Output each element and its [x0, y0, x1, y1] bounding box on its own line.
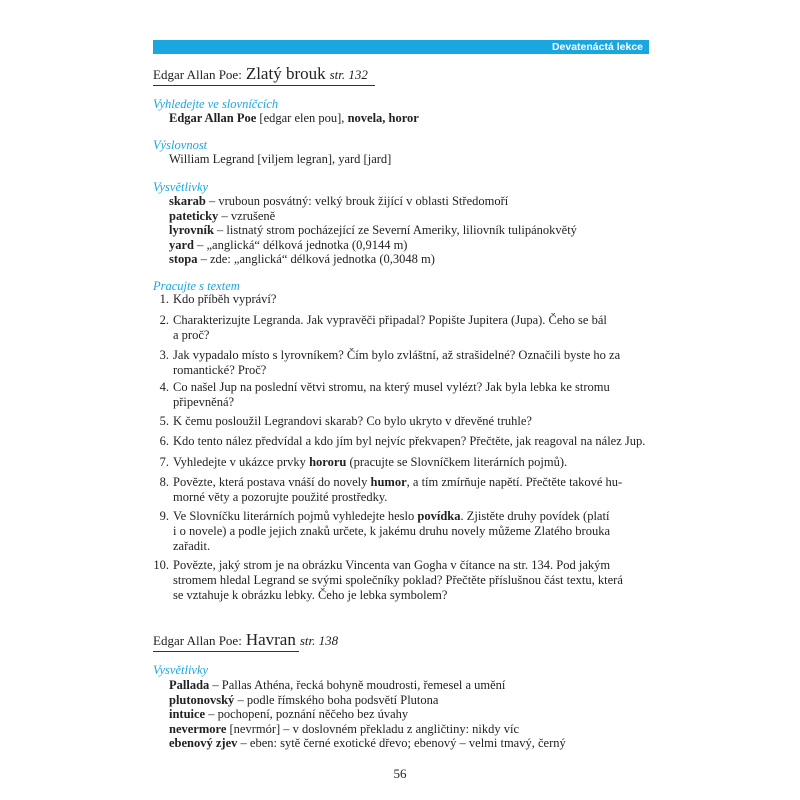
gloss-term: plutonovský — [169, 693, 235, 707]
gloss-item — [169, 736, 566, 751]
question-text: Co našel Jup na poslední větvi stromu, na který musel vylézt? Jak byla lebka ke stromu — [173, 380, 610, 394]
question-number: 7. — [159, 455, 169, 469]
question-text: Jak vypadalo místo s lyrovníkem? Čím bylo zvláštní, až strašidelné? Označili byste ho za — [173, 348, 621, 362]
heading-pronunciation: Výslovnost — [153, 138, 208, 152]
heading-explanations: Vysvětlivky — [153, 180, 209, 194]
gloss-term: ebenový zjev — [169, 736, 238, 750]
question-text-part: (pracujte se Slovníčkem literárních pojmů). — [346, 455, 568, 469]
question-number: 6. — [159, 434, 169, 448]
gloss-term: skarab — [169, 194, 206, 208]
question-number: 3. — [159, 348, 169, 362]
question-text: Ve Slovníčku literárních pojmů vyhledejte heslo povídka. Zjistěte druhy povídek (platí — [173, 509, 610, 523]
question-text: se vztahuje k obrázku lebky. Čeho je lebka symbolem? — [173, 588, 448, 602]
question-keyword: humor — [370, 475, 407, 489]
gloss-term: intuice — [169, 707, 206, 721]
question-number: 4. — [159, 380, 169, 394]
question-text — [173, 455, 651, 470]
question-number: 2. — [159, 313, 169, 327]
heading-explanations: Vysvětlivky — [153, 663, 209, 677]
vocab-pron: [edgar elen pou], — [256, 111, 345, 125]
title-author: Edgar Allan Poe: — [153, 67, 242, 82]
gloss-term: pateticky — [169, 209, 219, 223]
gloss-item — [169, 209, 275, 224]
question-text: stromem hledal Legrand se svými společníky poklad? Přečtěte příslušnou část textu, která — [173, 573, 623, 587]
question-text: Povězte, která postava vnáší do novely humor, a tím zmírňuje napětí. Přečtěte takové hu- — [173, 475, 623, 489]
question-number: 1. — [159, 292, 169, 306]
gloss-item — [169, 252, 435, 267]
gloss-term: nevermore — [169, 722, 227, 736]
vocab-terms: novela, horor — [347, 111, 419, 125]
heading-work-with-text: Pracujte s textem — [153, 279, 240, 293]
gloss-item — [169, 722, 519, 737]
title-author: Edgar Allan Poe: — [153, 633, 242, 648]
gloss-item — [169, 678, 505, 693]
question-keyword: hororu — [309, 455, 347, 469]
question-text: Kdo tento nález předvídal a kdo jím byl nejvíc překvapen? Přečtěte, jak reagoval na nález Jup. — [173, 434, 646, 448]
question-number: 9. — [159, 509, 169, 523]
heading-vocab: Vyhledejte ve slovníčcích — [153, 97, 279, 111]
question-number: 5. — [159, 414, 169, 428]
gloss-term: lyrovník — [169, 223, 214, 237]
question-number: 8. — [159, 475, 169, 489]
title-work: Zlatý brouk — [245, 64, 326, 83]
title-underline — [153, 85, 375, 86]
question-text: připevněná? — [173, 395, 235, 409]
gloss-item — [169, 707, 408, 722]
gloss-term: yard — [169, 238, 194, 252]
question-text: romantické? Proč? — [173, 363, 267, 377]
question-number: 10. — [153, 558, 169, 572]
gloss-item — [169, 194, 508, 209]
pronunciation-line: William Legrand [viljem legran], yard [jard] — [169, 152, 392, 166]
gloss-item — [169, 238, 407, 253]
gloss-def: – „anglická“ délková jednotka (0,9144 m) — [194, 238, 408, 252]
section-title-zlaty-brouk — [153, 64, 368, 84]
question-text: Charakterizujte Legranda. Jak vypravěči připadal? Popište Jupitera (Jupa). Čeho se bál — [173, 313, 607, 327]
gloss-def: – pochopení, poznání něčeho bez úvahy — [205, 707, 409, 721]
title-page-ref: str. 132 — [329, 67, 368, 82]
page-number: 56 — [393, 766, 407, 781]
gloss-item — [169, 693, 438, 708]
question-text: Kdo příběh vypráví? — [173, 292, 277, 306]
gloss-def: – vzrušeně — [218, 209, 276, 223]
title-work: Havran — [245, 630, 296, 649]
section-title-havran — [153, 630, 338, 650]
title-underline — [153, 651, 299, 652]
question-text: a proč? — [173, 328, 210, 342]
vocab-name: Edgar Allan Poe — [169, 111, 257, 125]
lesson-header-bar — [153, 40, 649, 54]
question-keyword: povídka — [417, 509, 461, 523]
lesson-label: Devatenáctá lekce — [551, 41, 643, 53]
question-text: morné věty a pozorujte použité prostředky. — [173, 490, 388, 504]
question-text-part: Vyhledejte v ukázce prvky — [173, 455, 310, 469]
question-text: Povězte, jaký strom je na obrázku Vincenta van Gogha v čítance na str. 134. Pod jakým — [173, 558, 611, 572]
title-page-ref: str. 138 — [299, 633, 339, 648]
question-text: zařadit. — [173, 539, 211, 553]
gloss-def: – podle římského boha podsvětí Plutona — [234, 693, 439, 707]
gloss-def: – zde: „anglická“ délková jednotka (0,3048 m) — [197, 252, 435, 266]
gloss-item — [169, 223, 577, 238]
gloss-def: – Pallas Athéna, řecká bohyně moudrosti, řemesel a umění — [209, 678, 506, 692]
question-text: K čemu posloužil Legrandovi skarab? Co bylo ukryto v dřevěné truhle? — [173, 414, 532, 428]
question-text: i o novele) a podle jejich znaků určete, k jakému druhu novely můžeme Zlatého brouka — [173, 524, 610, 538]
gloss-def: – vruboun posvátný: velký brouk žijící v oblasti Středomoří — [205, 194, 509, 208]
gloss-term: Pallada — [169, 678, 210, 692]
vocab-line — [169, 111, 419, 126]
gloss-def: [nevrmór] – v doslovném překladu z angličtiny: nikdy víc — [226, 722, 520, 736]
gloss-def: – eben: sytě černé exotické dřevo; ebenový – velmi tmavý, černý — [237, 736, 566, 750]
gloss-term: stopa — [169, 252, 198, 266]
gloss-def: – listnatý strom pocházející ze Severní Ameriky, liliovník tulipánokvětý — [213, 223, 577, 237]
